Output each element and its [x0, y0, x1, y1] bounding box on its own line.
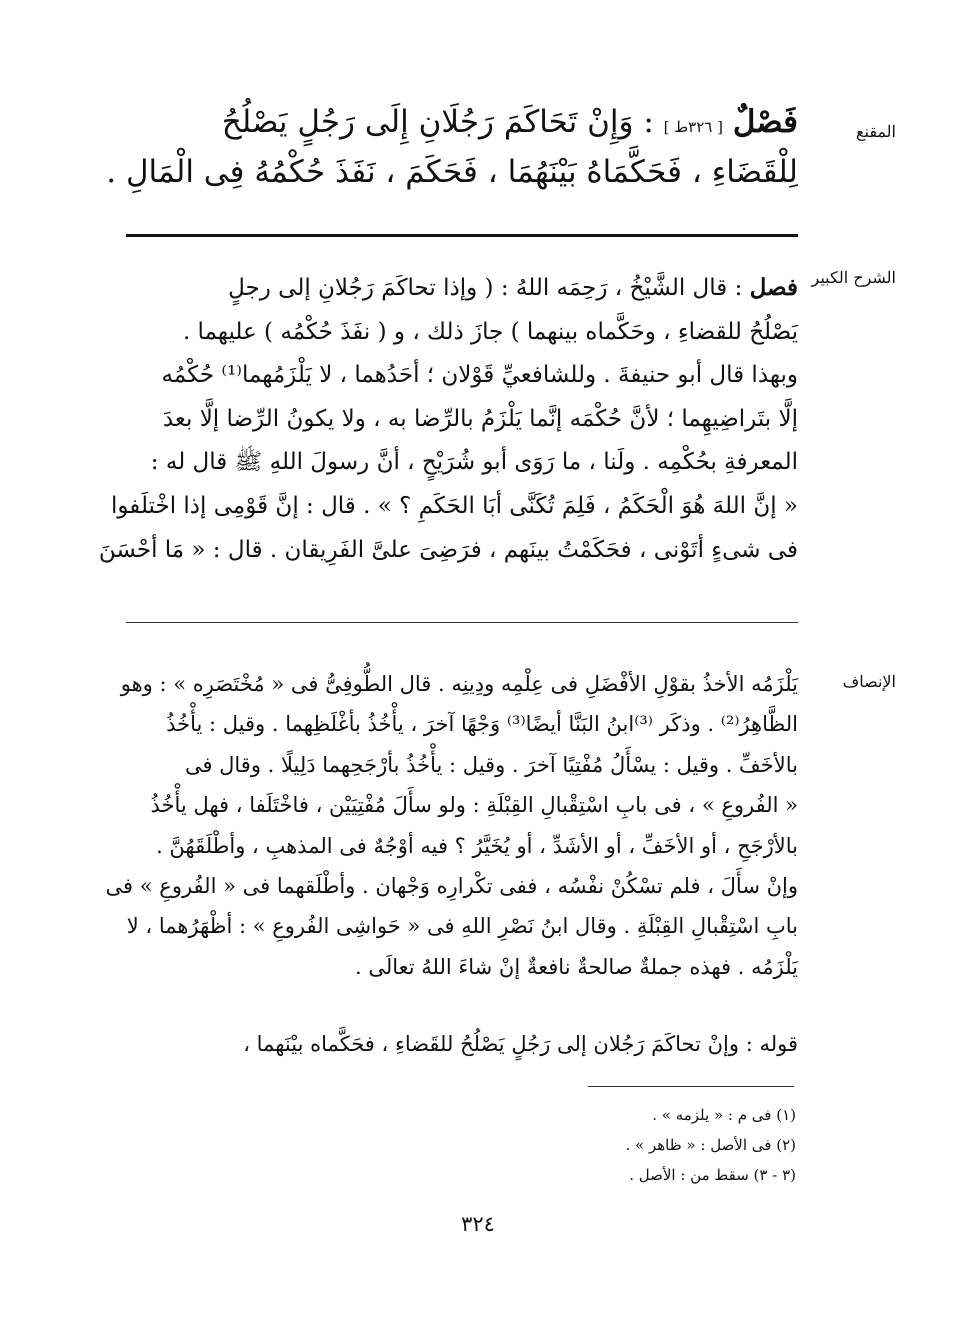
insaf-line-8: يَلْزَمُه . فهذه جملةٌ صالحةٌ نافعةٌ إنْ شاءَ اللهُ تعالَى .: [354, 954, 798, 979]
mughni-line-2: لِلْقَضَاءِ ، فَحَكَّمَاهُ بَيْنَهُمَا ، فَحَكَمَ ، نَفَذَ حُكْمُهُ فِى الْمَالِ .: [106, 154, 798, 190]
sharh-line-4: إلَّا بتَراضِيهِما ؛ لأنَّ حُكْمَه إنَّما يَلْزَمُ بالرِّضا به ، ولا يكونُ الرِّضا إلَّا بعدَ: [162, 405, 798, 432]
insaf-line-7: بابِ اسْتِقْبالِ القِبْلَةِ . وقال ابنُ نَصْرِ اللهِ فى « حَواشِى الفُروعِ » : أظْهَرُهما ، لا: [126, 914, 798, 939]
sharh-line-3: وبهذا قال أبو حنيفةَ . وللشافعيِّ قَوْلان ؛ أحَدُهما ، لا يَلْزَمُهما⁽¹⁾ حُكْمُه: [161, 362, 798, 389]
insaf-line-2: الظَّاهِرُ⁽²⁾ . وذكَر ⁽³⁾ابنُ البَنَّا أيضًا⁽³⁾ وَجْهًا آخرَ ، يأْخُذُ بأغْلَظِهما . وقيل : يأْخُذُ: [166, 712, 798, 737]
mughni-line-1-text: : وَإِنْ تَحَاكَمَ رَجُلَانِ إِلَى رَجُلٍ يَصْلُحُ: [221, 104, 654, 140]
insaf-line-6: وإنْ سأَلَ ، فلم تسْكُنْ نفْسُه ، ففى تكْرارِه وَجْهان . وأطْلَقهما فى « الفُروعِ » فى: [105, 874, 798, 899]
qawl-paragraph: [126, 1024, 798, 1064]
page-reference: [ ٣٢٦ط ]: [663, 118, 723, 136]
insaf-line-3: بالأخَفِّ . وقيل : يسْأَلُ مُفْتِيًا آخرَ . وقيل : يأْخُذُ بأرْجَحِهما دَلِيلًا . وقال فى: [184, 752, 798, 777]
footnote-3: (٣ - ٣) سقط من : الأصل .: [629, 1166, 796, 1184]
insaf-line-5: بالأرْجَحِ ، أو الأخَفِّ ، أو الأشَدِّ ، أو يُخَيَّرُ ؟ فيه أوْجُهٌ فى المذهبِ ، وأطْلَقَهُنَّ .: [156, 833, 798, 858]
label-insaf: الإنصاف: [842, 672, 896, 691]
sharh-heading: فصل: [749, 274, 798, 301]
sharh-line-6: « إنَّ اللهَ هُوَ الْحَكَمُ ، فَلِمَ تُكَنَّى أبَا الحَكَمِ ؟ » . قال : إنَّ قَوْمِى إذا اخْتلَفوا: [111, 492, 798, 519]
insaf-line-1: يَلْزَمُه الأخذُ بقوْلِ الأفْضَلِ فى عِلْمِه ودِينِه . قال الطُّوفِىُّ فى « مُخْتَصَرِه » : وهو: [120, 672, 798, 696]
page-number: ٣٢٤: [461, 1212, 495, 1236]
label-sharh: الشرح الكبير: [811, 268, 896, 287]
label-mughni: المقنع: [855, 122, 896, 141]
insaf-line-4: « الفُروعِ » ، فى بابِ اسْتِقْبالِ القِبْلَةِ : ولو سأَلَ مُفْتِيَيْن ، فاخْتَلَفا ، فهل يأْخُذُ: [150, 793, 798, 818]
sharh-line-1: [126, 266, 798, 311]
section-divider-thin: [126, 622, 798, 623]
mughni-line-1: [126, 100, 798, 150]
footnote-2: (٢) فى الأصل : « ظاهر » .: [625, 1136, 796, 1154]
insaf-text: [105, 664, 798, 987]
sharh-line-7: فى شىءٍ أتَوْنى ، فحَكَمْتُ بينَهم ، فرَضِىَ علىَّ الفَرِيقان . قال : « مَا أحْسَنَ: [98, 536, 798, 563]
sharh-line-1-text: : قال الشَّيْخُ ، رَحِمَه اللهُ : ( وإذا تحاكَمَ رَجُلانِ إلى رجلٍ: [228, 275, 743, 301]
footnote-1: (١) فى م : « يلزمه » .: [652, 1106, 796, 1124]
footnote-separator: [588, 1086, 794, 1087]
qawl-line: قوله : وإنْ تحاكَمَ رَجُلان إلى رَجُلٍ يَصْلُحُ للقَضاءِ ، فحَكَّماه بيْنَهما ،: [243, 1032, 798, 1056]
sharh-line-5: المعرفةِ بحُكْمِه . ولَنا ، ما رَوَى أبو شُرَيْحٍ ، أنَّ رسولَ اللهِ ﷺ قال له :: [150, 449, 798, 476]
mughni-text: [106, 100, 798, 195]
sharh-line-2: يَصْلُحُ للقضاءِ ، وحَكَّماه بينهما ) جازَ ذلك ، و ( نفَذَ حُكْمُه ) عليهما .: [182, 318, 798, 345]
mughni-heading: فَصْلٌ: [732, 104, 798, 140]
footnotes: [296, 1100, 796, 1190]
sharh-text: [98, 266, 798, 572]
section-divider-thick: [126, 234, 798, 237]
